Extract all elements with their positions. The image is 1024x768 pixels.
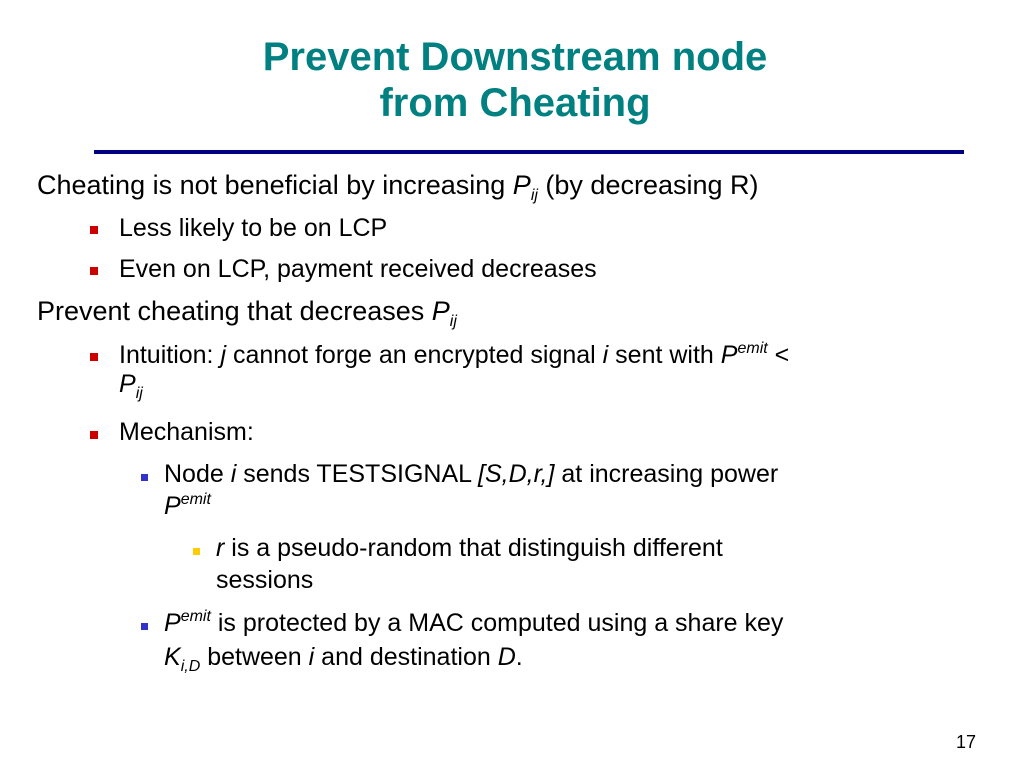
- bullet-text-mechanism: Mechanism:: [119, 418, 254, 446]
- bullet-text-intuition-cont: $P_{ij}$: [119, 370, 143, 402]
- title-underline: [94, 150, 964, 154]
- bullet-text-r-pseudo-random-cont: sessions: [216, 566, 314, 594]
- bullet-text-prevent-cheating: Prevent cheating that decreases $P_{ij}$: [37, 296, 457, 330]
- bullet-text-less-likely: Less likely to be on LCP: [119, 214, 388, 242]
- title-line-2: from Cheating: [379, 81, 651, 125]
- bullet-text-cheating-not-beneficial: Cheating is not beneficial by increasing $P_{ij}$ (by decreasing R): [37, 170, 759, 204]
- square-bullet-icon: [90, 431, 98, 439]
- square-bullet-icon: [90, 267, 98, 275]
- square-bullet-icon: [90, 226, 98, 234]
- bullet-text-node-sends: Node i sends TESTSIGNAL [S,D,r,] at increasing power: [164, 460, 779, 488]
- page-number: 17: [955, 732, 976, 752]
- square-bullet-icon: [141, 474, 148, 481]
- title-line-1: Prevent Downstream node: [262, 35, 768, 79]
- square-bullet-icon: [141, 623, 148, 630]
- bullet-text-r-pseudo-random: r is a pseudo-random that distinguish different: [216, 534, 723, 562]
- slide-title: [60, 34, 970, 126]
- bullet-text-pemit-protected-cont: $K_{i,D}$ between i and destination D.: [164, 643, 523, 675]
- bullet-text-node-sends-cont: $P^{emit}$: [164, 491, 211, 520]
- bullet-text-even-on-lcp: Even on LCP, payment received decreases: [119, 255, 597, 283]
- square-bullet-icon: [193, 548, 200, 555]
- bullet-text-pemit-protected: $P^{emit}$ is protected by a MAC computed using a share key: [164, 608, 784, 637]
- bullet-text-intuition: Intuition: j cannot forge an encrypted signal i sent with $P^{emit}$ <: [119, 340, 790, 369]
- square-bullet-icon: [90, 353, 98, 361]
